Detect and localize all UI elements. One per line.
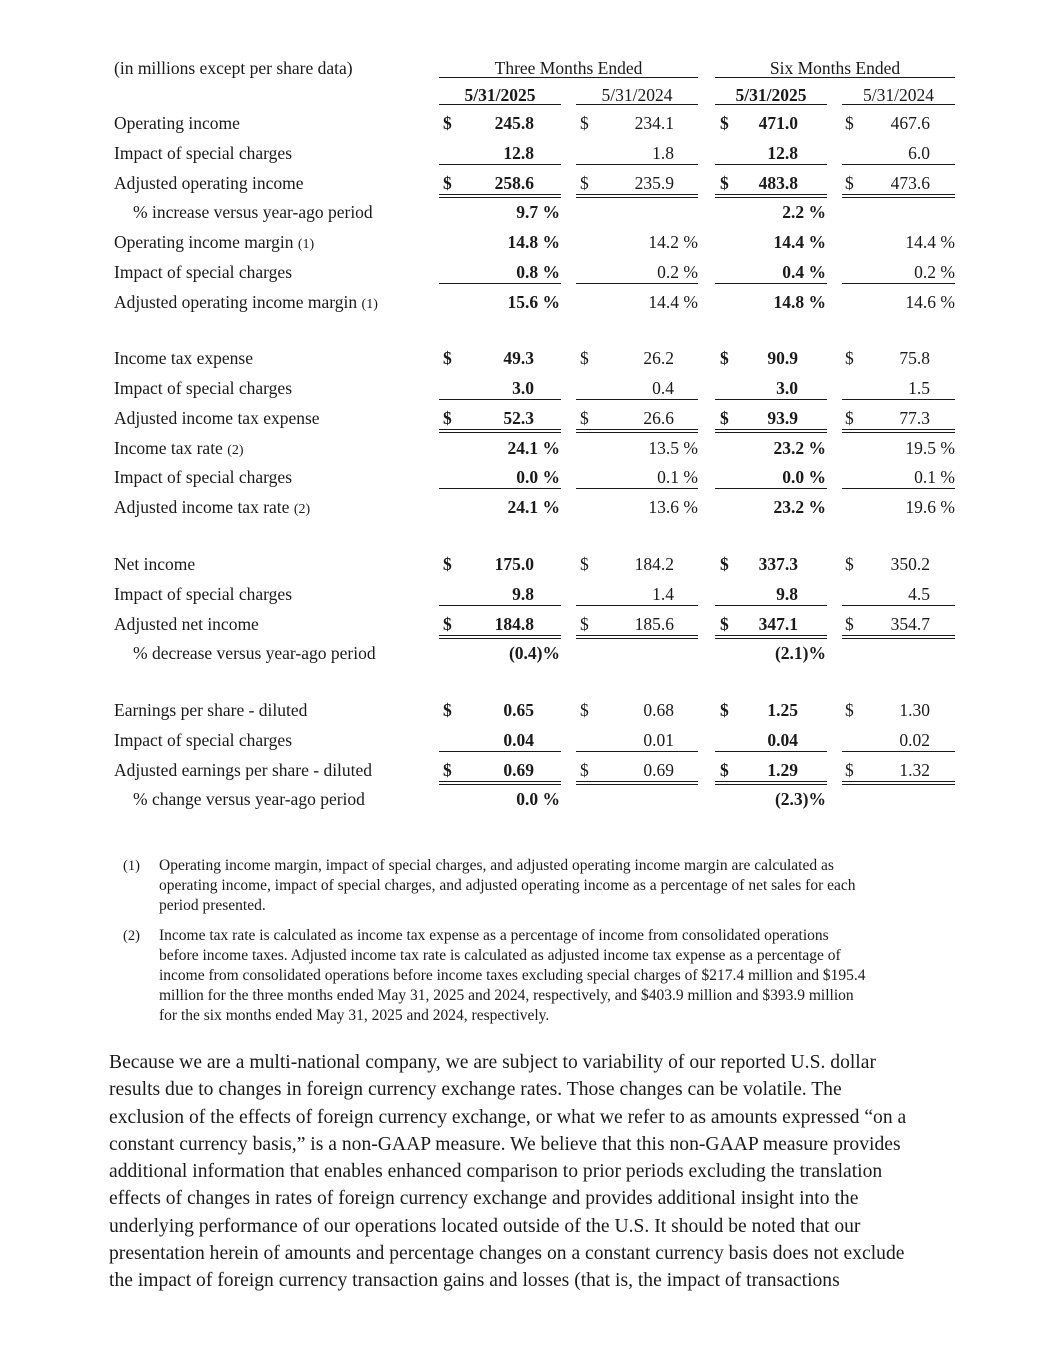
table-cell-value: 234.1 xyxy=(634,113,674,133)
table-cell-value: 0.2 % xyxy=(914,262,955,282)
table-cell-value: 19.5 % xyxy=(905,438,955,458)
date-header: 5/31/2025 xyxy=(464,85,536,105)
table-cell-value: 175.0 xyxy=(494,554,534,574)
currency-symbol: $ xyxy=(580,554,589,574)
footnote-line: million for the three months ended May 31, 2025 and 2024, respectively, and $403.9 million and $393.9 million xyxy=(159,987,854,1004)
row-label-text: Adjusted operating income xyxy=(114,173,304,193)
row-label-text: Impact of special charges xyxy=(114,262,292,282)
currency-symbol: $ xyxy=(845,614,854,634)
table-cell-value: 6.0 xyxy=(908,143,930,163)
table-cell-value: 473.6 xyxy=(890,173,930,193)
row-label-text: Impact of special charges xyxy=(114,584,292,604)
table-cell-value: 245.8 xyxy=(494,113,534,133)
row-label xyxy=(114,112,240,134)
table-cell-value: (2.1)% xyxy=(774,643,826,663)
date-header: 5/31/2024 xyxy=(601,85,673,105)
single-underline xyxy=(715,399,827,400)
table-cell-value: 0.8 % xyxy=(516,262,560,282)
row-label-text: Impact of special charges xyxy=(114,143,292,163)
single-underline xyxy=(576,164,698,165)
paragraph-line: presentation herein of amounts and percentage changes on a constant currency basis does not exclude xyxy=(109,1243,905,1265)
table-cell-value: 467.6 xyxy=(890,113,930,133)
row-label xyxy=(114,347,253,369)
double-underline xyxy=(439,781,561,785)
double-underline xyxy=(842,781,955,785)
double-underline xyxy=(439,429,561,433)
table-cell-value: 9.8 xyxy=(512,584,534,604)
header-rule xyxy=(439,77,698,78)
footnote-line: Operating income margin, impact of special charges, and adjusted operating income margin are calculated as xyxy=(159,857,834,874)
row-label xyxy=(133,201,373,223)
table-cell-value: 9.8 xyxy=(776,584,798,604)
row-label xyxy=(114,496,310,521)
double-underline xyxy=(715,429,827,433)
date-header: 5/31/2024 xyxy=(863,85,934,105)
double-underline xyxy=(576,429,698,433)
table-cell-value: 0.1 % xyxy=(914,467,955,487)
table-cell-value: 1.5 xyxy=(908,378,930,398)
single-underline xyxy=(576,751,698,752)
row-label xyxy=(114,759,372,781)
row-label xyxy=(114,231,314,256)
table-cell-value: 483.8 xyxy=(758,173,798,193)
row-label-text: % change versus year-ago period xyxy=(133,789,365,809)
currency-symbol: $ xyxy=(580,614,589,634)
table-cell-value: 2.2 % xyxy=(782,202,826,222)
single-underline xyxy=(715,488,827,489)
single-underline xyxy=(842,751,955,752)
row-label xyxy=(114,142,292,164)
single-underline xyxy=(576,488,698,489)
table-cell-value: 0.69 xyxy=(503,760,534,780)
date-rule xyxy=(439,104,561,105)
currency-symbol: $ xyxy=(580,700,589,720)
date-rule xyxy=(715,104,827,105)
footnote-ref: (2) xyxy=(227,443,244,458)
paragraph-line: constant currency basis,” is a non-GAAP measure. We believe that this non-GAAP measure provides xyxy=(109,1133,901,1155)
currency-symbol: $ xyxy=(720,348,729,368)
currency-symbol: $ xyxy=(720,700,729,720)
table-cell-value: 1.4 xyxy=(652,584,674,604)
table-cell-value: 354.7 xyxy=(890,614,930,634)
currency-symbol: $ xyxy=(580,173,589,193)
table-cell-value: 0.04 xyxy=(767,730,798,750)
currency-symbol: $ xyxy=(845,408,854,428)
table-cell-value: 1.29 xyxy=(767,760,798,780)
row-label-text: Adjusted income tax rate xyxy=(114,497,290,517)
table-cell-value: (2.3)% xyxy=(774,789,826,809)
double-underline xyxy=(439,635,561,639)
table-cell-value: 0.69 xyxy=(643,760,674,780)
single-underline xyxy=(439,283,561,284)
paragraph-line: results due to changes in foreign currency exchange rates. Those changes can be volatile. The xyxy=(109,1079,842,1101)
currency-symbol: $ xyxy=(845,554,854,574)
table-cell-value: 19.6 % xyxy=(905,497,955,517)
single-underline xyxy=(439,605,561,606)
single-underline xyxy=(439,488,561,489)
table-cell-value: 1.32 xyxy=(899,760,930,780)
single-underline xyxy=(715,751,827,752)
currency-symbol: $ xyxy=(720,113,729,133)
row-label xyxy=(114,699,307,721)
currency-symbol: $ xyxy=(580,760,589,780)
footnote-text xyxy=(159,856,949,916)
double-underline xyxy=(576,194,698,198)
single-underline xyxy=(842,283,955,284)
paragraph-line: additional information that enables enhanced comparison to prior periods excluding the translation xyxy=(109,1161,883,1183)
currency-symbol: $ xyxy=(720,408,729,428)
table-cell-value: 15.6 % xyxy=(507,292,560,312)
table-cell-value: 347.1 xyxy=(758,614,798,634)
footnote-marker: (2) xyxy=(123,928,140,944)
table-cell-value: 77.3 xyxy=(899,408,930,428)
row-label xyxy=(114,291,378,316)
currency-symbol: $ xyxy=(443,348,452,368)
currency-symbol: $ xyxy=(443,554,452,574)
table-cell-value: 14.4 % xyxy=(773,232,826,252)
table-cell-value: 0.4 xyxy=(652,378,674,398)
double-underline xyxy=(842,635,955,639)
currency-symbol: $ xyxy=(845,700,854,720)
double-underline xyxy=(842,194,955,198)
date-rule xyxy=(576,104,698,105)
row-label xyxy=(114,466,292,488)
table-cell-value: 90.9 xyxy=(767,348,798,368)
table-cell-value: 93.9 xyxy=(767,408,798,428)
row-label-text: Net income xyxy=(114,554,196,574)
header-rule xyxy=(715,77,955,78)
row-label xyxy=(114,172,304,194)
footnote-marker: (1) xyxy=(123,858,140,874)
table-cell-value: 3.0 xyxy=(776,378,798,398)
paragraph-line: effects of changes in rates of foreign currency exchange and provides additional insight into the xyxy=(109,1188,859,1210)
single-underline xyxy=(439,164,561,165)
row-label xyxy=(114,437,244,462)
paragraph-line: Because we are a multi-national company, we are subject to variability of our reported U.S. dollar xyxy=(109,1052,876,1073)
row-label-text: % decrease versus year-ago period xyxy=(133,643,376,663)
currency-symbol: $ xyxy=(443,113,452,133)
table-cell-value: 4.5 xyxy=(908,584,930,604)
row-label-text: Adjusted operating income margin xyxy=(114,292,358,312)
footnote-line: Income tax rate is calculated as income tax expense as a percentage of income from consolidated operations xyxy=(159,927,829,944)
table-cell-value: 23.2 % xyxy=(773,497,826,517)
row-label-text: Adjusted income tax expense xyxy=(114,408,320,428)
date-rule xyxy=(842,104,955,105)
table-cell-value: 14.4 % xyxy=(648,292,698,312)
double-underline xyxy=(576,781,698,785)
row-label-text: Adjusted net income xyxy=(114,614,259,634)
table-cell-value: 24.1 % xyxy=(507,438,560,458)
table-cell-value: 12.8 xyxy=(503,143,534,163)
period-header-three-months: Three Months Ended xyxy=(494,58,643,78)
table-cell-value: 0.0 % xyxy=(516,789,560,809)
single-underline xyxy=(842,399,955,400)
row-label-text: Impact of special charges xyxy=(114,378,292,398)
table-cell-value: 184.8 xyxy=(494,614,534,634)
table-cell-value: 0.65 xyxy=(503,700,534,720)
paragraph-line: exclusion of the effects of foreign currency exchange, or what we refer to as amounts expressed “on a xyxy=(109,1106,907,1128)
table-cell-value: 0.1 % xyxy=(657,467,698,487)
row-label-text: % increase versus year-ago period xyxy=(133,202,373,222)
row-label xyxy=(133,788,365,810)
table-cell-value: 0.68 xyxy=(643,700,674,720)
single-underline xyxy=(439,399,561,400)
row-label-text: Operating income xyxy=(114,113,240,133)
table-cell-value: 350.2 xyxy=(890,554,930,574)
double-underline xyxy=(715,781,827,785)
table-cell-value: 0.4 % xyxy=(782,262,826,282)
double-underline xyxy=(439,194,561,198)
row-label xyxy=(114,407,320,429)
date-header: 5/31/2025 xyxy=(735,85,807,105)
currency-symbol: $ xyxy=(720,614,729,634)
currency-symbol: $ xyxy=(845,760,854,780)
double-underline xyxy=(842,429,955,433)
row-label-text: Earnings per share - diluted xyxy=(114,700,308,720)
table-cell-value: 14.8 % xyxy=(773,292,826,312)
single-underline xyxy=(576,283,698,284)
table-cell-value: 337.3 xyxy=(758,554,798,574)
table-cell-value: 1.30 xyxy=(899,700,930,720)
period-header-six-months: Six Months Ended xyxy=(769,58,901,78)
single-underline xyxy=(715,283,827,284)
currency-symbol: $ xyxy=(443,614,452,634)
row-label xyxy=(114,377,292,399)
footnote-text xyxy=(159,926,949,1026)
footnote-ref: (1) xyxy=(297,237,315,252)
currency-symbol: $ xyxy=(443,700,452,720)
row-label xyxy=(114,613,259,635)
table-cell-value: 12.8 xyxy=(767,143,798,163)
row-label xyxy=(114,729,292,751)
currency-symbol: $ xyxy=(720,554,729,574)
table-cell-value: 9.7 % xyxy=(516,202,560,222)
footnote-line: before income taxes. Adjusted income tax rate is calculated as adjusted income tax expense as a percentage of xyxy=(159,947,841,964)
table-cell-value: 0.2 % xyxy=(657,262,698,282)
table-cell-value: 14.2 % xyxy=(648,232,698,252)
single-underline xyxy=(715,605,827,606)
double-underline xyxy=(715,635,827,639)
currency-symbol: $ xyxy=(443,408,452,428)
table-cell-value: 13.5 % xyxy=(648,438,698,458)
row-label xyxy=(114,261,292,283)
table-cell-value: 1.8 xyxy=(652,143,674,163)
table-cell-value: 14.4 % xyxy=(905,232,955,252)
body-paragraph xyxy=(109,1049,959,1295)
single-underline xyxy=(842,164,955,165)
single-underline xyxy=(576,399,698,400)
table-cell-value: 0.01 xyxy=(643,730,674,750)
table-cell-value: 13.6 % xyxy=(648,497,698,517)
footnote-line: for the six months ended May 31, 2025 and 2024, respectively. xyxy=(159,1007,550,1024)
single-underline xyxy=(842,605,955,606)
currency-symbol: $ xyxy=(720,760,729,780)
table-cell-value: 0.04 xyxy=(503,730,534,750)
currency-symbol: $ xyxy=(720,173,729,193)
paragraph-line: the impact of foreign currency transaction gains and losses (that is, the impact of transactions xyxy=(109,1270,840,1292)
double-underline xyxy=(715,194,827,198)
single-underline xyxy=(576,605,698,606)
currency-symbol: $ xyxy=(845,173,854,193)
table-cell-value: 52.3 xyxy=(503,408,534,428)
double-underline xyxy=(576,635,698,639)
currency-symbol: $ xyxy=(845,348,854,368)
paragraph-line: underlying performance of our operations located outside of the U.S. It should be noted that our xyxy=(109,1215,861,1237)
single-underline xyxy=(715,164,827,165)
table-cell-value: 26.2 xyxy=(643,348,674,368)
units-label: (in millions except per share data) xyxy=(114,58,353,78)
row-label-text: Impact of special charges xyxy=(114,467,292,487)
row-label-text: Income tax expense xyxy=(114,348,253,368)
currency-symbol: $ xyxy=(580,408,589,428)
table-cell-value: (0.4)% xyxy=(508,643,560,663)
currency-symbol: $ xyxy=(845,113,854,133)
row-label-text: Income tax rate xyxy=(114,438,223,458)
table-cell-value: 258.6 xyxy=(494,173,534,193)
footnote-line: operating income, impact of special charges, and adjusted operating income as a percentage of net sales for each xyxy=(159,877,856,894)
row-label xyxy=(133,642,376,664)
table-cell-value: 0.0 % xyxy=(782,467,826,487)
currency-symbol: $ xyxy=(580,348,589,368)
row-label-text: Adjusted earnings per share - diluted xyxy=(114,760,373,780)
table-cell-value: 235.9 xyxy=(634,173,674,193)
single-underline xyxy=(439,751,561,752)
table-cell-value: 23.2 % xyxy=(773,438,826,458)
table-cell-value: 0.02 xyxy=(899,730,930,750)
table-cell-value: 184.2 xyxy=(634,554,674,574)
row-label xyxy=(114,583,292,605)
table-cell-value: 26.6 xyxy=(643,408,674,428)
currency-symbol: $ xyxy=(443,173,452,193)
footnote-ref: (1) xyxy=(361,297,378,312)
footnote-line: income from consolidated operations before income taxes excluding special charges of $217.4 million and $195.4 xyxy=(159,967,866,984)
table-cell-value: 14.8 % xyxy=(507,232,560,252)
table-cell-value: 1.25 xyxy=(767,700,798,720)
table-cell-value: 75.8 xyxy=(899,348,930,368)
currency-symbol: $ xyxy=(580,113,589,133)
row-label-text: Impact of special charges xyxy=(114,730,292,750)
table-cell-value: 185.6 xyxy=(634,614,674,634)
row-label xyxy=(114,553,195,575)
table-cell-value: 24.1 % xyxy=(507,497,560,517)
footnote-line: period presented. xyxy=(159,897,266,914)
single-underline xyxy=(842,488,955,489)
currency-symbol: $ xyxy=(443,760,452,780)
row-label-text: Operating income margin xyxy=(114,232,294,252)
table-cell-value: 49.3 xyxy=(503,348,534,368)
table-cell-value: 471.0 xyxy=(758,113,798,133)
footnote-ref: (2) xyxy=(293,502,311,517)
table-cell-value: 3.0 xyxy=(512,378,534,398)
table-cell-value: 14.6 % xyxy=(905,292,955,312)
table-cell-value: 0.0 % xyxy=(516,467,560,487)
